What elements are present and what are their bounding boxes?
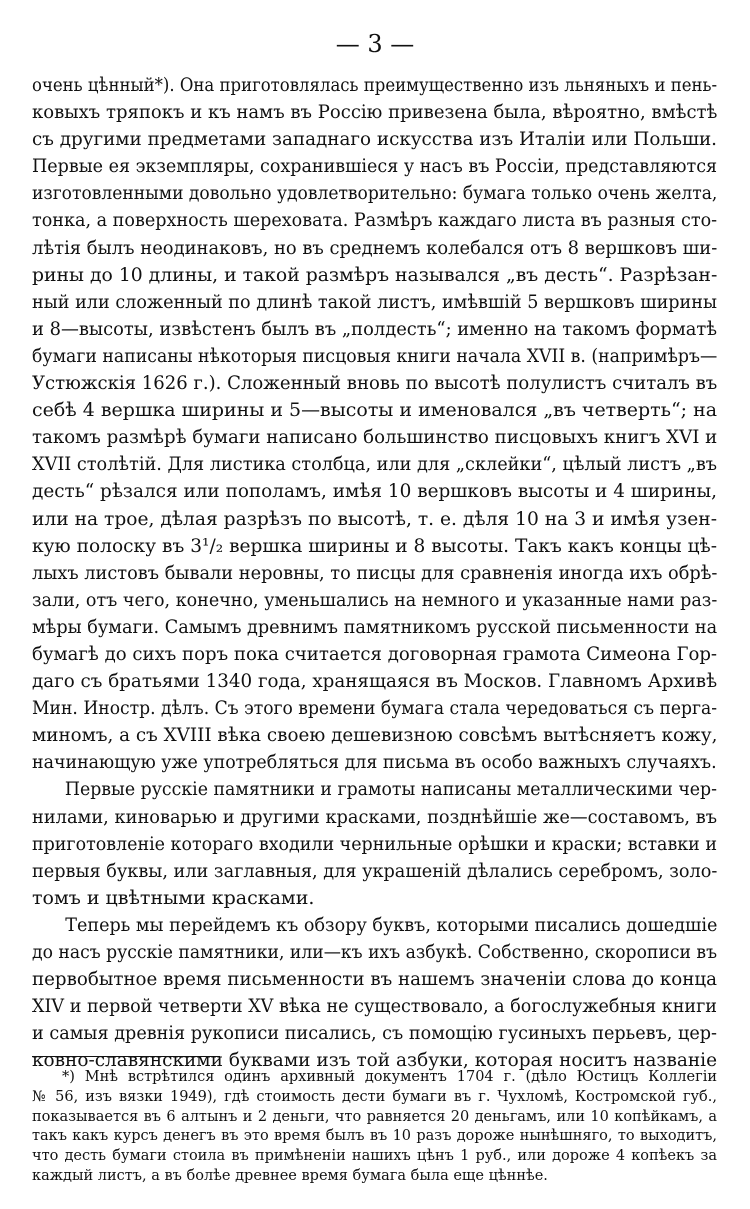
text-line: первобытное время письменности въ нашемъ значеніи слова до конца: [32, 968, 717, 991]
text-line: себѣ 4 вершка ширины и 5—высоты и именовался „въ четверть“; на: [32, 399, 717, 422]
text-line: или на трое, дѣлая разрѣзъ по высотѣ, т. е. дѣля 10 на 3 и имѣя узен-: [32, 507, 717, 530]
footnote-line: показывается въ 6 алтынъ и 2 деньги, что равняется 20 деньгамъ, или 10 копѣйкамъ, а: [32, 1108, 717, 1125]
footnote: [32, 1068, 717, 1187]
text-line: кую полоску въ 3¹/₂ вершка ширины и 8 высоты. Такъ какъ концы цѣ-: [32, 534, 717, 557]
footnote-line: такъ какъ курсъ денегъ въ это время былъ въ 10 разъ дороже нынѣшняго, то выходитъ,: [32, 1128, 717, 1145]
text-line: миномъ, а съ XVIII вѣка своею дешевизною совсѣмъ вытѣсняетъ кожу,: [32, 724, 718, 747]
text-line: Устюжскія 1626 г.). Сложенный вновь по высотѣ полулистъ считалъ въ: [32, 372, 718, 395]
text-line: ный или сложенный по длинѣ такой листъ, имѣвшій 5 вершковъ ширины: [32, 290, 717, 313]
text-line: тонка, а поверхность шереховата. Размѣръ каждаго листа въ разныя сто-: [32, 209, 718, 232]
text-line: очень цѣнный*). Она приготовлялась преимущественно изъ льняныхъ и пень-: [32, 74, 718, 96]
text-line: и 8—высоты, извѣстенъ былъ въ „полдесть“; именно на такомъ форматѣ: [32, 317, 718, 340]
text-line: и самыя древнія рукописи писались, съ помощію гусиныхъ перьевъ, цер-: [32, 1022, 717, 1045]
text-line: до насъ русскіе памятники, или—къ ихъ азбукѣ. Собственно, скорописи въ: [32, 941, 718, 963]
text-line: зали, отъ чего, конечно, уменьшались на немного и указанные нами раз-: [32, 588, 718, 611]
text-line: Первые русскіе памятники и грамоты написаны металлическими чер-: [64, 778, 717, 801]
page-number: — 3 —: [335, 30, 415, 58]
footnote-line: каждый листъ, а въ болѣе древнее время бумага была еще цѣннѣе.: [32, 1167, 548, 1184]
text-line: XVII столѣтій. Для листика столбца, или для „склейки“, цѣлый листъ „въ: [32, 453, 717, 476]
text-line: Первые ея экземпляры, сохранившіеся у насъ въ Россіи, представляются: [32, 155, 718, 178]
text-line: приготовленіе котораго входили чернильные орѣшки и краски; вставки и: [32, 832, 717, 855]
text-line: лыхъ листовъ бывали неровны, то писцы для сравненія иногда ихъ обрѣ-: [32, 561, 718, 584]
text-line: изготовленными довольно удовлетворительно: бумага только очень желта,: [32, 182, 718, 205]
text-line: мѣры бумаги. Самымъ древнимъ памятникомъ русской письменности на: [32, 615, 718, 638]
text-line: ковно-славянскими буквами изъ той азбуки, которая носитъ названіе: [32, 1049, 717, 1072]
text-line: бумагѣ до сихъ поръ пока считается договорная грамота Симеона Гор-: [32, 642, 718, 665]
footnote-line: что десть бумаги стоила въ примѣненіи нашихъ цѣнъ 1 руб., или дороже 4 копѣекъ за: [32, 1148, 717, 1165]
text-line: Теперь мы перейдемъ къ обзору буквъ, которыми писались дошедшіе: [65, 913, 718, 936]
text-line: даго съ братьями 1340 года, хранящаяся въ Москов. Главномъ Архивѣ: [32, 670, 718, 693]
text-line: ковыхъ тряпокъ и къ намъ въ Россію привезена была, вѣроятно, вмѣстѣ: [32, 101, 718, 124]
footnote-line: *) Мнѣ встрѣтился одинъ архивный документъ 1704 г. (дѣло Юстицъ Коллегіи: [62, 1069, 717, 1085]
main-text: [32, 72, 717, 1074]
text-line: съ другими предметами западнаго искусства изъ Италіи или Польши.: [32, 128, 717, 151]
text-line: Мин. Иностр. дѣлъ. Съ этого времени бумага стала чередоваться съ перга-: [32, 697, 717, 720]
text-line: XIV и первой четверти XV вѣка не существовало, а богослужебныя книги: [32, 995, 717, 1018]
text-line: лѣтія былъ неодинаковъ, но въ среднемъ колебался отъ 8 вершковъ ши-: [32, 236, 718, 259]
footnote-line: № 56, изъ вязки 1949), гдѣ стоимость дести бумаги въ г. Чухломѣ, Костромской губ.,: [32, 1088, 717, 1105]
text-line: первыя буквы, или заглавныя, для украшеній дѣлались серебромъ, золо-: [32, 859, 718, 882]
text-line: такомъ размѣрѣ бумаги написано большинство писцовыхъ книгъ XVI и: [32, 426, 718, 449]
text-line: начинающую уже употребляться для письма въ особо важныхъ случаяхъ.: [32, 751, 717, 774]
text-line: десть“ рѣзался или пополамъ, имѣя 10 вершковъ высоты и 4 ширины,: [32, 480, 717, 503]
text-line: рины до 10 длины, и такой размѣръ назывался „въ десть“. Разрѣзан-: [32, 263, 718, 286]
text-line: бумаги написаны нѣкоторыя писцовыя книги начала XVII в. (напримѣръ—: [32, 344, 718, 367]
text-line: томъ и цвѣтными красками.: [32, 886, 315, 909]
footnote-divider: [32, 1056, 220, 1057]
text-line: нилами, киноварью и другими красками, позднѣйшіе же—составомъ, въ: [32, 805, 717, 828]
